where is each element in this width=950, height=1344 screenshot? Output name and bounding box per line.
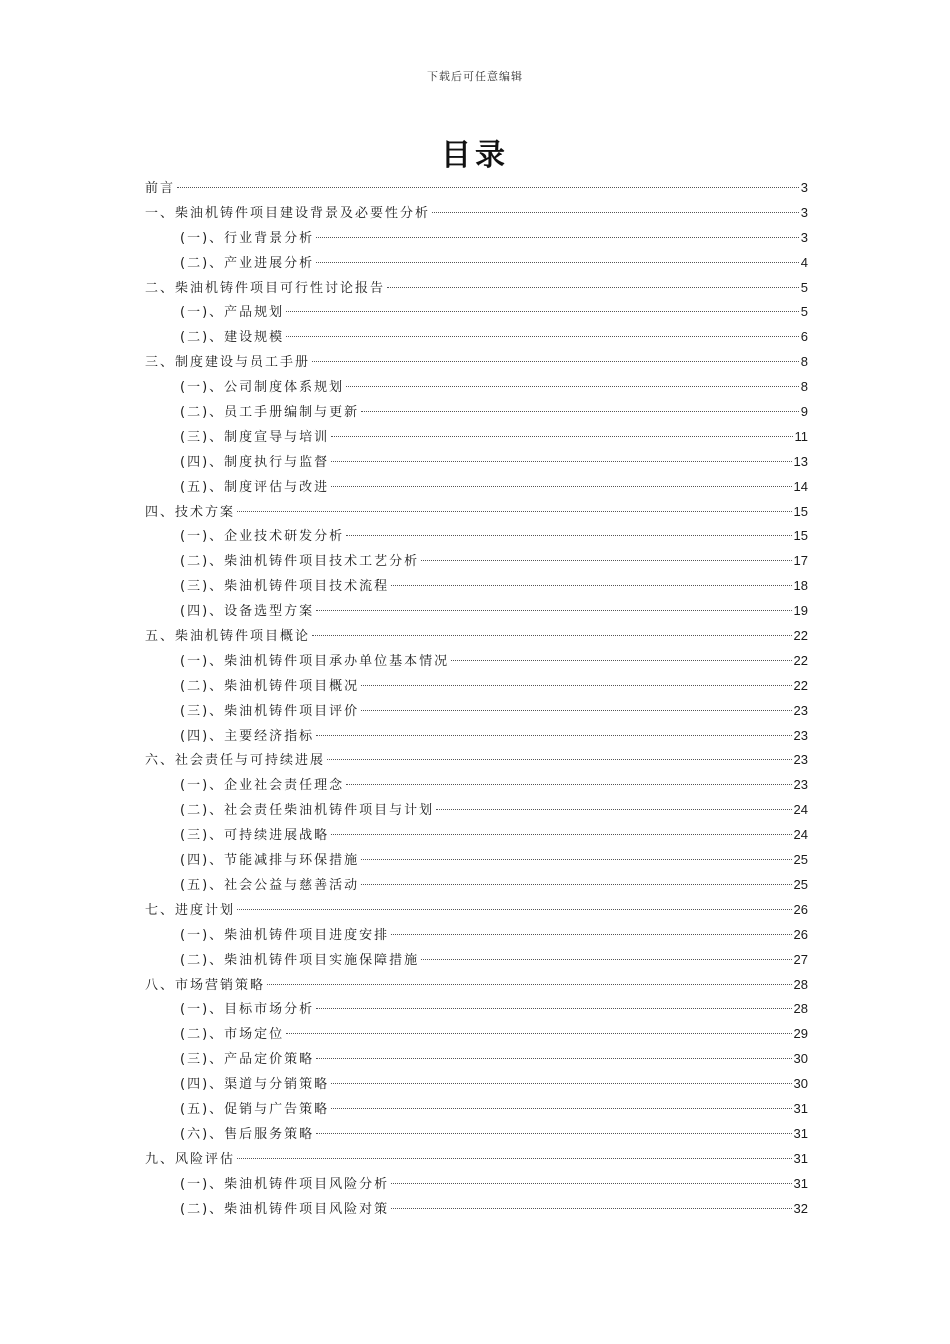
toc-entry-page-number: 19 xyxy=(793,603,808,619)
toc-entry-label: (三)、柴油机铸件项目评价 xyxy=(180,703,360,719)
table-of-contents xyxy=(145,176,808,1221)
toc-entry-section[interactable] xyxy=(145,1097,808,1122)
toc-entry-section[interactable] xyxy=(145,923,808,948)
toc-entry-section[interactable] xyxy=(145,823,808,848)
toc-entry-section[interactable] xyxy=(145,524,808,549)
toc-dot-leader xyxy=(316,237,799,238)
toc-dot-leader xyxy=(361,411,799,412)
toc-entry-page-number: 18 xyxy=(793,578,808,594)
toc-entry-section[interactable] xyxy=(145,251,808,276)
toc-entry-section[interactable] xyxy=(145,549,808,574)
toc-dot-leader xyxy=(316,1008,791,1009)
toc-entry-section[interactable] xyxy=(145,325,808,350)
toc-entry-label: 九、风险评估 xyxy=(145,1151,236,1167)
toc-dot-leader xyxy=(421,959,791,960)
toc-entry-section[interactable] xyxy=(145,948,808,973)
toc-entry-page-number: 11 xyxy=(794,428,808,444)
toc-entry-page-number: 22 xyxy=(793,628,808,644)
toc-dot-leader xyxy=(391,1183,791,1184)
toc-entry-label: (四)、制度执行与监督 xyxy=(180,454,330,470)
toc-dot-leader xyxy=(346,386,799,387)
toc-dot-leader xyxy=(316,735,791,736)
toc-entry-page-number: 17 xyxy=(793,553,808,569)
toc-entry-page-number: 23 xyxy=(793,702,808,718)
toc-entry-label: 六、社会责任与可持续进展 xyxy=(145,753,326,769)
toc-dot-leader xyxy=(361,859,791,860)
toc-entry-section[interactable] xyxy=(145,699,808,724)
toc-entry-label: (一)、目标市场分析 xyxy=(180,1002,315,1018)
toc-entry-page-number: 30 xyxy=(793,1076,808,1092)
toc-entry-section[interactable] xyxy=(145,1047,808,1072)
toc-entry-label: (六)、售后服务策略 xyxy=(180,1126,315,1142)
toc-dot-leader xyxy=(361,884,791,885)
toc-entry-section[interactable] xyxy=(145,1122,808,1147)
toc-dot-leader xyxy=(361,685,791,686)
toc-entry-page-number: 6 xyxy=(800,329,808,345)
toc-dot-leader xyxy=(177,187,799,188)
toc-entry-page-number: 31 xyxy=(793,1125,808,1141)
toc-entry-label: (四)、主要经济指标 xyxy=(180,728,315,744)
toc-dot-leader xyxy=(331,486,791,487)
toc-dot-leader xyxy=(286,336,799,337)
toc-entry-page-number: 5 xyxy=(800,304,808,320)
toc-dot-leader xyxy=(316,1133,791,1134)
toc-entry-label: (三)、柴油机铸件项目技术流程 xyxy=(180,579,390,595)
toc-entry-page-number: 25 xyxy=(793,876,808,892)
toc-entry-section[interactable] xyxy=(145,300,808,325)
toc-entry-page-number: 31 xyxy=(793,1175,808,1191)
toc-entry-label: 五、柴油机铸件项目概论 xyxy=(145,629,311,645)
toc-entry-chapter[interactable] xyxy=(145,973,808,998)
toc-entry-page-number: 15 xyxy=(793,503,808,519)
toc-entry-section[interactable] xyxy=(145,475,808,500)
toc-entry-label: (三)、制度宣导与培训 xyxy=(180,429,330,445)
toc-entry-page-number: 23 xyxy=(793,752,808,768)
toc-dot-leader xyxy=(346,784,791,785)
toc-entry-section[interactable] xyxy=(145,450,808,475)
toc-entry-chapter[interactable] xyxy=(145,350,808,375)
toc-entry-page-number: 32 xyxy=(793,1200,808,1216)
toc-entry-label: (四)、节能减排与环保措施 xyxy=(180,853,360,869)
toc-entry-page-number: 31 xyxy=(793,1150,808,1166)
toc-entry-page-number: 30 xyxy=(793,1051,808,1067)
toc-entry-section[interactable] xyxy=(145,226,808,251)
toc-entry-label: (四)、设备选型方案 xyxy=(180,604,315,620)
toc-dot-leader xyxy=(361,710,791,711)
toc-entry-label: 二、柴油机铸件项目可行性讨论报告 xyxy=(145,280,386,296)
toc-dot-leader xyxy=(316,610,791,611)
toc-entry-chapter[interactable] xyxy=(145,898,808,923)
toc-entry-page-number: 3 xyxy=(800,180,808,195)
toc-dot-leader xyxy=(391,934,791,935)
toc-entry-label: (五)、制度评估与改进 xyxy=(180,479,330,495)
toc-entry-label: (二)、产业进展分析 xyxy=(180,255,315,271)
toc-entry-section[interactable] xyxy=(145,1022,808,1047)
toc-entry-section[interactable] xyxy=(145,1197,808,1222)
toc-entry-page-number: 22 xyxy=(793,652,808,668)
toc-entry-section[interactable] xyxy=(145,375,808,400)
toc-entry-chapter[interactable] xyxy=(145,1147,808,1172)
toc-entry-page-number: 5 xyxy=(800,279,808,295)
toc-entry-label: (五)、促销与广告策略 xyxy=(180,1101,330,1117)
toc-entry-chapter[interactable] xyxy=(145,201,808,226)
toc-entry-page-number: 14 xyxy=(793,478,808,494)
toc-dot-leader xyxy=(286,1033,791,1034)
toc-entry-label: (一)、柴油机铸件项目风险分析 xyxy=(180,1176,390,1192)
toc-entry-section[interactable] xyxy=(145,798,808,823)
toc-entry-section[interactable] xyxy=(145,425,808,450)
toc-entry-label: (一)、柴油机铸件项目承办单位基本情况 xyxy=(180,653,450,669)
toc-dot-leader xyxy=(432,212,799,213)
toc-dot-leader xyxy=(237,909,792,910)
toc-entry-section[interactable] xyxy=(145,649,808,674)
toc-entry-label: 前言 xyxy=(145,181,176,196)
toc-entry-page-number: 31 xyxy=(793,1100,808,1116)
toc-dot-leader xyxy=(421,560,791,561)
toc-dot-leader xyxy=(387,287,799,288)
toc-entry-section[interactable] xyxy=(145,873,808,898)
toc-entry-section[interactable] xyxy=(145,599,808,624)
toc-entry-section[interactable] xyxy=(145,773,808,798)
toc-entry-label: (二)、建设规模 xyxy=(180,330,285,346)
toc-dot-leader xyxy=(391,585,791,586)
toc-entry-page-number: 26 xyxy=(793,926,808,942)
toc-entry-page-number: 27 xyxy=(793,951,808,967)
toc-entry-page-number: 8 xyxy=(800,354,808,370)
toc-entry-page-number: 26 xyxy=(793,901,808,917)
toc-title: 目录 xyxy=(441,138,509,173)
toc-entry-label: (二)、市场定位 xyxy=(180,1027,285,1043)
toc-dot-leader xyxy=(237,511,792,512)
toc-dot-leader xyxy=(331,834,791,835)
toc-dot-leader xyxy=(331,436,792,437)
toc-entry-label: 八、市场营销策略 xyxy=(145,977,266,993)
toc-dot-leader xyxy=(346,535,791,536)
toc-entry-page-number: 23 xyxy=(793,727,808,743)
toc-entry-page-number: 15 xyxy=(793,528,808,544)
toc-entry-page-number: 23 xyxy=(793,777,808,793)
toc-entry-chapter[interactable] xyxy=(145,276,808,301)
toc-dot-leader xyxy=(312,361,799,362)
toc-entry-chapter[interactable] xyxy=(145,748,808,773)
toc-entry-page-number: 29 xyxy=(793,1026,808,1042)
toc-entry-page-number: 24 xyxy=(793,827,808,843)
toc-entry-section[interactable] xyxy=(145,848,808,873)
toc-entry-page-number: 4 xyxy=(800,254,808,270)
toc-entry-page-number: 22 xyxy=(793,677,808,693)
toc-dot-leader xyxy=(327,759,792,760)
toc-entry-section[interactable] xyxy=(145,400,808,425)
toc-entry-section[interactable] xyxy=(145,997,808,1022)
toc-entry-section[interactable] xyxy=(145,724,808,749)
toc-entry-label: (四)、渠道与分销策略 xyxy=(180,1077,330,1093)
toc-entry-page-number: 28 xyxy=(793,1001,808,1017)
toc-entry-label: (一)、企业社会责任理念 xyxy=(180,778,345,794)
toc-entry-label: 四、技术方案 xyxy=(145,504,236,520)
toc-entry-page-number: 25 xyxy=(793,852,808,868)
toc-dot-leader xyxy=(286,311,799,312)
toc-entry-label: 一、柴油机铸件项目建设背景及必要性分析 xyxy=(145,205,431,221)
toc-entry-chapter[interactable] xyxy=(145,500,808,525)
toc-entry-page-number: 9 xyxy=(800,404,808,420)
toc-dot-leader xyxy=(316,1058,791,1059)
toc-dot-leader xyxy=(451,660,791,661)
toc-entry-page-number: 3 xyxy=(800,229,808,245)
toc-entry-section[interactable] xyxy=(145,674,808,699)
toc-entry-page-number: 13 xyxy=(793,453,808,469)
toc-entry-label: (一)、柴油机铸件项目进度安排 xyxy=(180,927,390,943)
toc-entry-page-number: 3 xyxy=(800,204,808,220)
toc-dot-leader xyxy=(267,984,792,985)
toc-entry-label: (二)、柴油机铸件项目实施保障措施 xyxy=(180,952,420,968)
toc-entry-page-number: 28 xyxy=(793,976,808,992)
toc-entry-section[interactable] xyxy=(145,574,808,599)
toc-entry-label: (二)、社会责任柴油机铸件项目与计划 xyxy=(180,803,435,819)
toc-dot-leader xyxy=(312,635,792,636)
toc-dot-leader xyxy=(436,809,791,810)
toc-entry-label: (一)、行业背景分析 xyxy=(180,230,315,246)
toc-dot-leader xyxy=(237,1158,792,1159)
toc-entry-page-number: 8 xyxy=(800,379,808,395)
toc-entry-section[interactable] xyxy=(145,1172,808,1197)
toc-dot-leader xyxy=(331,1108,791,1109)
toc-entry-label: 三、制度建设与员工手册 xyxy=(145,355,311,371)
toc-entry-label: (三)、可持续进展战略 xyxy=(180,828,330,844)
toc-dot-leader xyxy=(316,262,799,263)
toc-entry-label: 七、进度计划 xyxy=(145,902,236,918)
toc-entry-chapter[interactable] xyxy=(145,176,808,201)
toc-dot-leader xyxy=(331,1083,791,1084)
toc-entry-page-number: 24 xyxy=(793,802,808,818)
toc-entry-chapter[interactable] xyxy=(145,624,808,649)
toc-entry-section[interactable] xyxy=(145,1072,808,1097)
header-note: 下载后可任意编辑 xyxy=(427,70,523,83)
toc-entry-label: (一)、企业技术研发分析 xyxy=(180,529,345,545)
toc-entry-label: (二)、柴油机铸件项目技术工艺分析 xyxy=(180,554,420,570)
toc-dot-leader xyxy=(331,461,791,462)
toc-entry-label: (一)、产品规划 xyxy=(180,305,285,321)
toc-entry-label: (二)、柴油机铸件项目风险对策 xyxy=(180,1201,390,1217)
toc-entry-label: (二)、柴油机铸件项目概况 xyxy=(180,678,360,694)
toc-entry-label: (三)、产品定价策略 xyxy=(180,1052,315,1068)
toc-dot-leader xyxy=(391,1208,791,1209)
toc-entry-label: (一)、公司制度体系规划 xyxy=(180,380,345,396)
toc-entry-label: (五)、社会公益与慈善活动 xyxy=(180,877,360,893)
toc-entry-label: (二)、员工手册编制与更新 xyxy=(180,405,360,421)
